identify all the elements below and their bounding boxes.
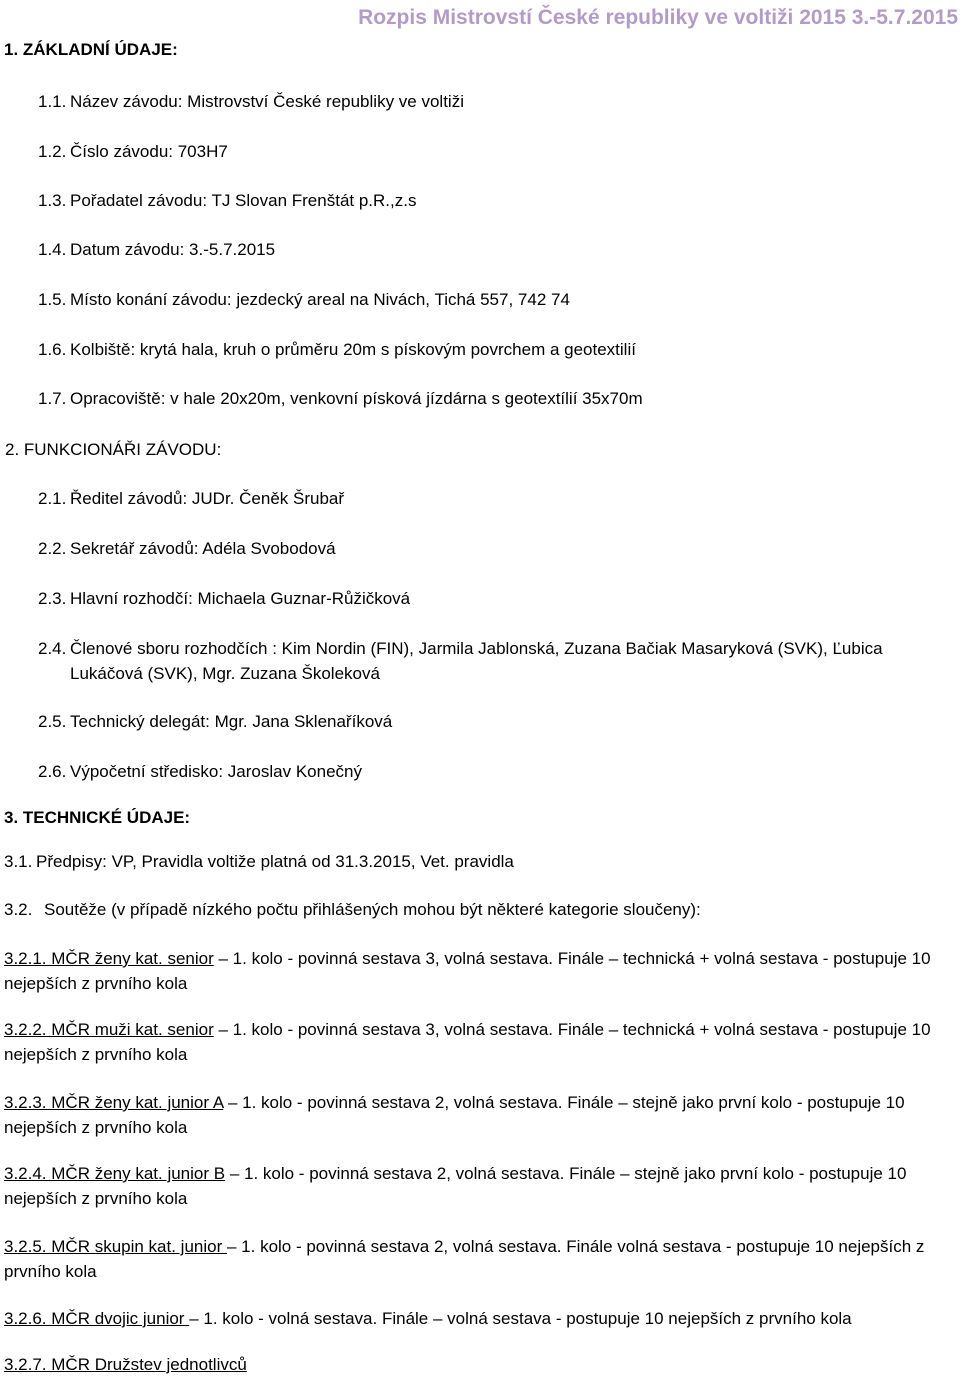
item-2-2 xyxy=(38,539,336,559)
competition-label: 3.2.1. MČR ženy kat. senior xyxy=(4,949,214,968)
item-number: 3.1. xyxy=(4,852,33,871)
item-number: 1.1. xyxy=(38,92,67,111)
section-3-heading: 3. TECHNICKÉ ÚDAJE: xyxy=(4,808,191,827)
competition-3-2-4 xyxy=(4,1161,954,1211)
item-2-5 xyxy=(38,712,392,732)
item-text: Hlavní rozhodčí: Michaela Guznar-Růžičková xyxy=(70,589,411,608)
item-text: Ředitel závodů: JUDr. Čeněk Šrubař xyxy=(70,489,345,508)
item-text: Pořadatel závodu: TJ Slovan Frenštát p.R.,z.s xyxy=(70,191,417,210)
section-2-heading: 2. FUNKCIONÁŘI ZÁVODU: xyxy=(5,440,222,459)
competition-3-2-7 xyxy=(4,1352,954,1377)
item-text: Technický delegát: Mgr. Jana Sklenaříková xyxy=(70,712,393,731)
item-text: Výpočetní středisko: Jaroslav Konečný xyxy=(70,762,362,781)
item-text-continued: Lukáčová (SVK), Mgr. Zuzana Školeková xyxy=(70,664,380,683)
item-number: 2.3. xyxy=(38,589,67,608)
item-1-2 xyxy=(38,142,228,162)
competition-text: – 1. kolo - povinná sestava 2, volná sestava. Finále – stejně jako první kolo - postupuje 10 nejepších z prvního kola xyxy=(4,1093,905,1137)
competition-label: 3.2.2. MČR muži kat. senior xyxy=(4,1020,214,1039)
competition-label: 3.2.7. MČR Družstev jednotlivců xyxy=(4,1355,247,1374)
competition-text: – 1. kolo - povinná sestava 3, volná sestava. Finále – technická + volná sestava - postupuje 10 nejepších z prvního kola xyxy=(4,949,931,993)
competition-3-2-5 xyxy=(4,1234,954,1284)
competition-3-2-6 xyxy=(4,1306,954,1331)
item-number: 1.7. xyxy=(38,389,67,408)
item-text: Název závodu: Mistrovství České republiky ve voltiži xyxy=(70,92,464,111)
item-number: 1.4. xyxy=(38,240,67,259)
item-text: Členové sboru rozhodčích : Kim Nordin (FIN), Jarmila Jablonská, Zuzana Bačiak Masaryková (SVK), Ľubica xyxy=(70,639,883,658)
competition-text: – 1. kolo - povinná sestava 2, volná sestava. Finále – stejně jako první kolo - postupuje 10 nejepších z prvního kola xyxy=(4,1164,907,1208)
item-2-4 xyxy=(38,636,960,686)
competition-text: – 1. kolo - povinná sestava 3, volná sestava. Finále – technická + volná sestava - postupuje 10 nejepších z prvního kola xyxy=(4,1020,931,1064)
item-number: 2.5. xyxy=(38,712,67,731)
item-number: 1.6. xyxy=(38,340,67,359)
item-text: Datum závodu: 3.-5.7.2015 xyxy=(70,240,276,259)
item-2-6 xyxy=(38,762,362,782)
item-text: Místo konání závodu: jezdecký areal na Nivách, Tichá 557, 742 74 xyxy=(70,290,570,309)
competition-3-2-2 xyxy=(4,1017,954,1067)
item-number: 1.3. xyxy=(38,191,67,210)
item-text: Číslo závodu: 703H7 xyxy=(70,142,228,161)
item-number: 1.2. xyxy=(38,142,67,161)
item-2-3 xyxy=(38,589,410,609)
item-number: 2.1. xyxy=(38,489,67,508)
competition-label: 3.2.6. MČR dvojic junior xyxy=(4,1309,190,1328)
item-1-7 xyxy=(38,389,643,409)
competition-label: 3.2.4. MČR ženy kat. junior B xyxy=(4,1164,226,1183)
item-number: 2.4. xyxy=(38,639,67,658)
item-1-5 xyxy=(38,290,570,310)
item-number: 2.6. xyxy=(38,762,67,781)
competition-label: 3.2.3. MČR ženy kat. junior A xyxy=(4,1093,224,1112)
item-text: Kolbiště: krytá hala, kruh o průměru 20m s pískovým povrchem a geotextilií xyxy=(70,340,636,359)
item-text: Soutěže (v případě nízkého počtu přihlášených mohou být některé kategorie sloučeny): xyxy=(44,900,701,919)
item-text: Opracoviště: v hale 20x20m, venkovní písková jízdárna s geotextílií 35x70m xyxy=(70,389,643,408)
item-2-1 xyxy=(38,489,344,509)
item-number: 1.5. xyxy=(38,290,67,309)
item-1-1 xyxy=(38,92,464,112)
item-1-3 xyxy=(38,191,416,211)
document-header-title: Rozpis Mistrovstí České republiky ve voltiži 2015 3.-5.7.2015 xyxy=(358,6,958,29)
competition-text: – 1. kolo - povinná sestava 2, volná sestava. Finále volná sestava - postupuje 10 nejepších z prvního kola xyxy=(4,1237,925,1281)
item-number: 2.2. xyxy=(38,539,67,558)
item-number: 3.2. xyxy=(4,900,33,919)
section-1-heading: 1. ZÁKLADNÍ ÚDAJE: xyxy=(4,40,178,59)
item-1-4 xyxy=(38,240,275,260)
competition-3-2-3 xyxy=(4,1090,954,1140)
competition-text: – 1. kolo - volná sestava. Finále – volná sestava - postupuje 10 nejepších z prvního kola xyxy=(189,1309,852,1328)
competition-label: 3.2.5. MČR skupin kat. junior xyxy=(4,1237,227,1256)
item-text: Předpisy: VP, Pravidla voltiže platná od 31.3.2015, Vet. pravidla xyxy=(36,852,514,871)
item-text: Sekretář závodů: Adéla Svobodová xyxy=(70,539,336,558)
item-3-1 xyxy=(4,852,514,872)
item-3-2 xyxy=(4,900,701,920)
item-1-6 xyxy=(38,340,636,360)
competition-3-2-1 xyxy=(4,946,954,996)
